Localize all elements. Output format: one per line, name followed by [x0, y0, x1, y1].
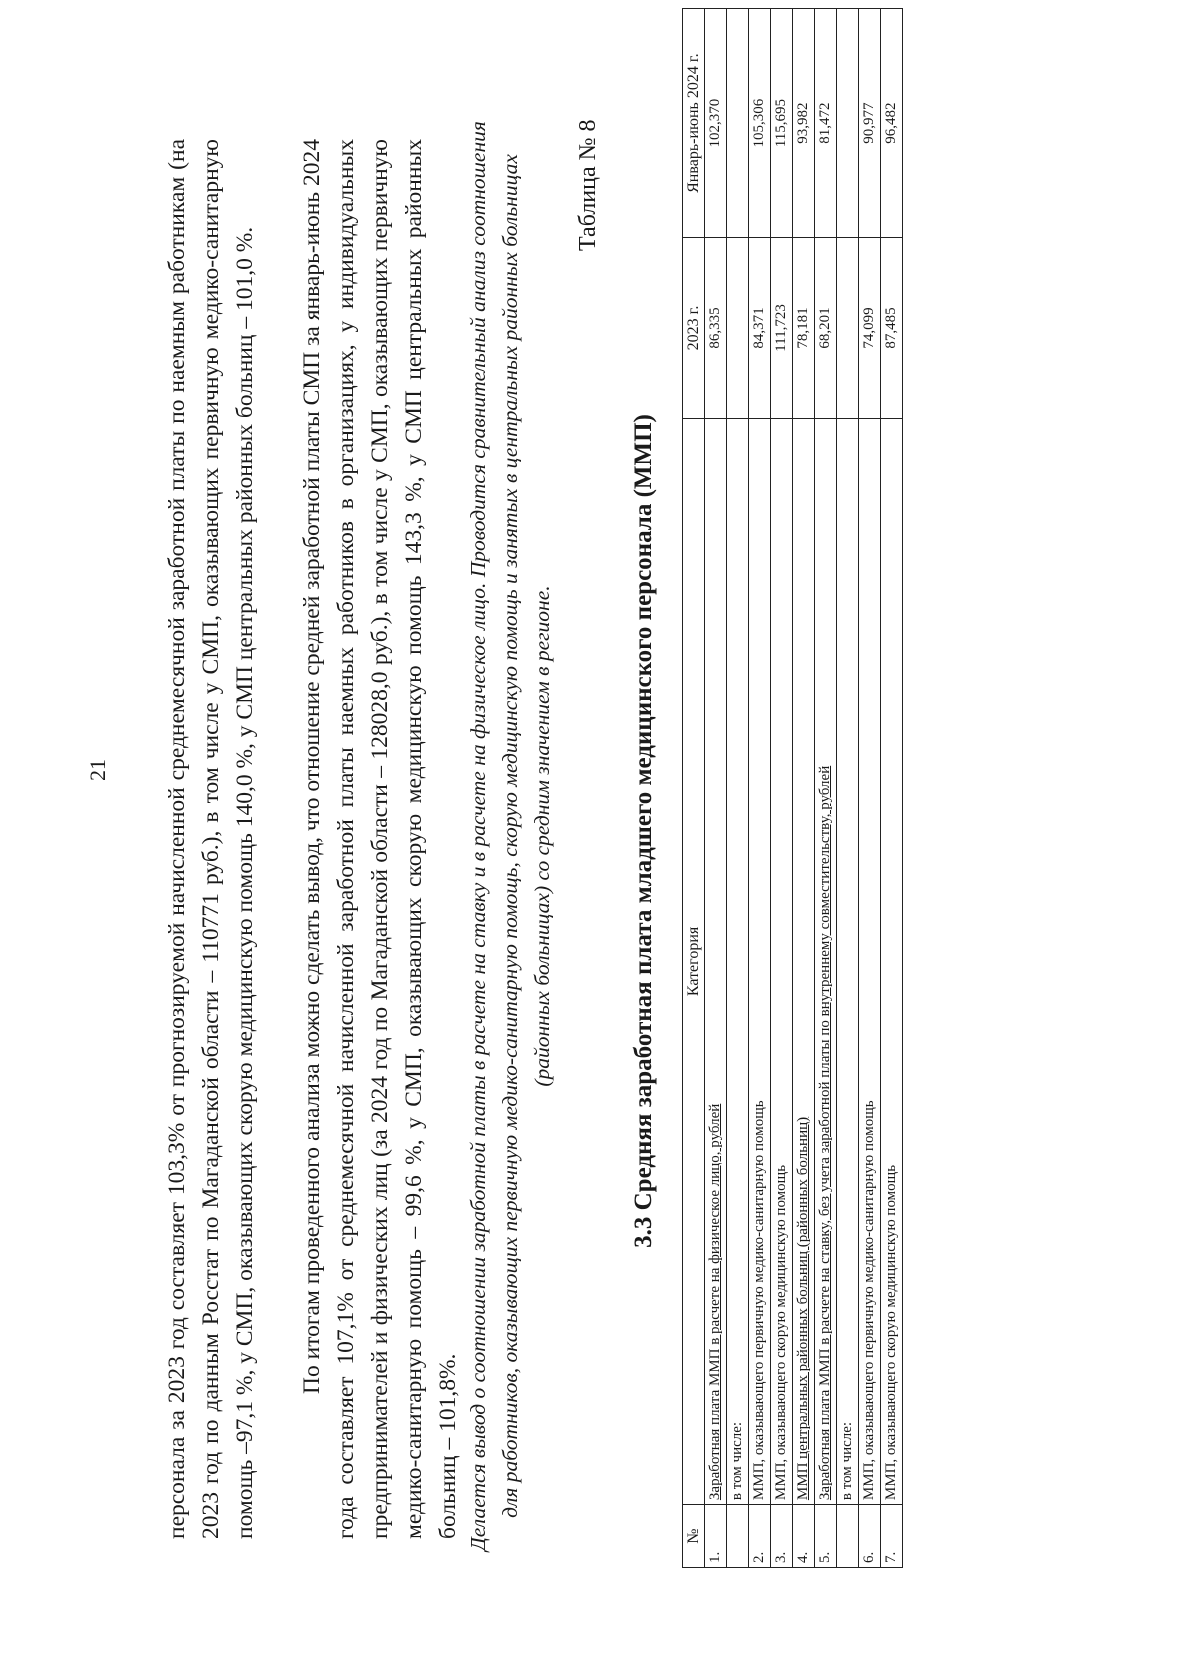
- row-number: [837, 1505, 859, 1568]
- table-row: [793, 9, 815, 1568]
- row-value-2024: 93,982: [793, 9, 815, 238]
- italic-note: Делается вывод о соотношении заработной платы в расчете на ставку и в расчете на физическое лицо. Проводится сравнительный анализ соотношения для работников, оказывающих первичную медико-санитарную помощь, скорую медицинскую помощь и занятых в центральных районных больницах (районных больницах) со средним значением в регионе.: [466, 121, 554, 1551]
- row-value-2023: 86,335: [705, 238, 727, 418]
- table-caption: Таблица № 8: [575, 119, 601, 251]
- table-row: [771, 9, 793, 1568]
- row-category: Заработная плата ММП в расчете на физическое лицо, рублей: [705, 418, 727, 1504]
- row-category: в том числе:: [727, 418, 749, 1504]
- row-value-2024: 96,482: [881, 9, 903, 238]
- table-row: [815, 9, 837, 1568]
- row-category: ММП, оказывающего скорую медицинскую помощь: [771, 418, 793, 1504]
- section-heading: 3.3 Средняя заработная плата младшего медицинского персонала (ММП): [630, 414, 657, 1248]
- row-number: [727, 1505, 749, 1568]
- row-category: ММП, оказывающего скорую медицинскую помощь: [881, 418, 903, 1504]
- paragraph-smp-2024: По итогам проведенного анализа можно сделать вывод, что отношение средней заработной платы СМП за январь-июнь 2024 года составляет 107,1% от среднемесячной начисленной заработной платы наемных работников в организациях, у индивидуальных предпринимателей и физических лиц (за 2024 год по Магаданской области – 128028,0 руб.), в том числе у СМП, оказывающих первичную медико-санитарную помощь – 99,6 %, у СМП, оказывающих скорую медицинскую помощь 143,3 %, у СМП центральных районных больниц – 101,8%.: [299, 139, 461, 1539]
- row-value-2023: 111,723: [771, 238, 793, 418]
- row-value-2023: 78,181: [793, 238, 815, 418]
- row-number: 6.: [859, 1505, 881, 1568]
- table-row: [727, 9, 749, 1568]
- row-value-2023: 68,201: [815, 238, 837, 418]
- header-2024: Январь-июнь 2024 г.: [683, 9, 705, 238]
- header-2023: 2023 г.: [683, 238, 705, 418]
- row-category: в том числе:: [837, 418, 859, 1504]
- row-value-2024: 102,370: [705, 9, 727, 238]
- table-header-row: [683, 9, 705, 1568]
- row-value-2024: 115,695: [771, 9, 793, 238]
- table-row: [859, 9, 881, 1568]
- row-category: ММП, оказывающего первичную медико-санитарную помощь: [859, 418, 881, 1504]
- paragraph-smp-2023: персонала за 2023 год составляет 103,3% от прогнозируемой начисленной среднемесячной заработной платы по наемным работникам (на 2023 год по данным Росстат по Магаданской области – 110771 руб.), в том числе у СМП, оказывающих первичную медико-санитарную помощь –97,1 %, у СМП, оказывающих скорую медицинскую помощь 140,0 %, у СМП центральных районных больниц – 101,0 %.: [164, 139, 258, 1539]
- row-value-2024: 90,977: [859, 9, 881, 238]
- row-value-2024: 105,306: [749, 9, 771, 238]
- row-value-2023: [837, 238, 859, 418]
- row-value-2023: 74,099: [859, 238, 881, 418]
- table-row: [705, 9, 727, 1568]
- row-value-2023: 84,371: [749, 238, 771, 418]
- row-number: 7.: [881, 1505, 903, 1568]
- row-value-2024: [727, 9, 749, 238]
- row-category: Заработная плата ММП в расчете на ставку, без учета заработной платы по внутреннему совместительству, рублей: [815, 418, 837, 1504]
- row-number: 5.: [815, 1505, 837, 1568]
- page-number: 21: [85, 759, 110, 781]
- row-category: ММП центральных районных больниц (районных больниц): [793, 418, 815, 1504]
- table-row: [881, 9, 903, 1568]
- row-category: ММП, оказывающего первичную медико-санитарную помощь: [749, 418, 771, 1504]
- salary-table: [682, 8, 903, 1568]
- table-row: [749, 9, 771, 1568]
- row-number: 1.: [705, 1505, 727, 1568]
- row-value-2024: [837, 9, 859, 238]
- row-value-2024: 81,472: [815, 9, 837, 238]
- row-value-2023: 87,485: [881, 238, 903, 418]
- row-number: 4.: [793, 1505, 815, 1568]
- table-row: [837, 9, 859, 1568]
- row-number: 2.: [749, 1505, 771, 1568]
- header-number: №: [683, 1505, 705, 1568]
- row-number: 3.: [771, 1505, 793, 1568]
- row-value-2023: [727, 238, 749, 418]
- header-category: Категория: [683, 418, 705, 1504]
